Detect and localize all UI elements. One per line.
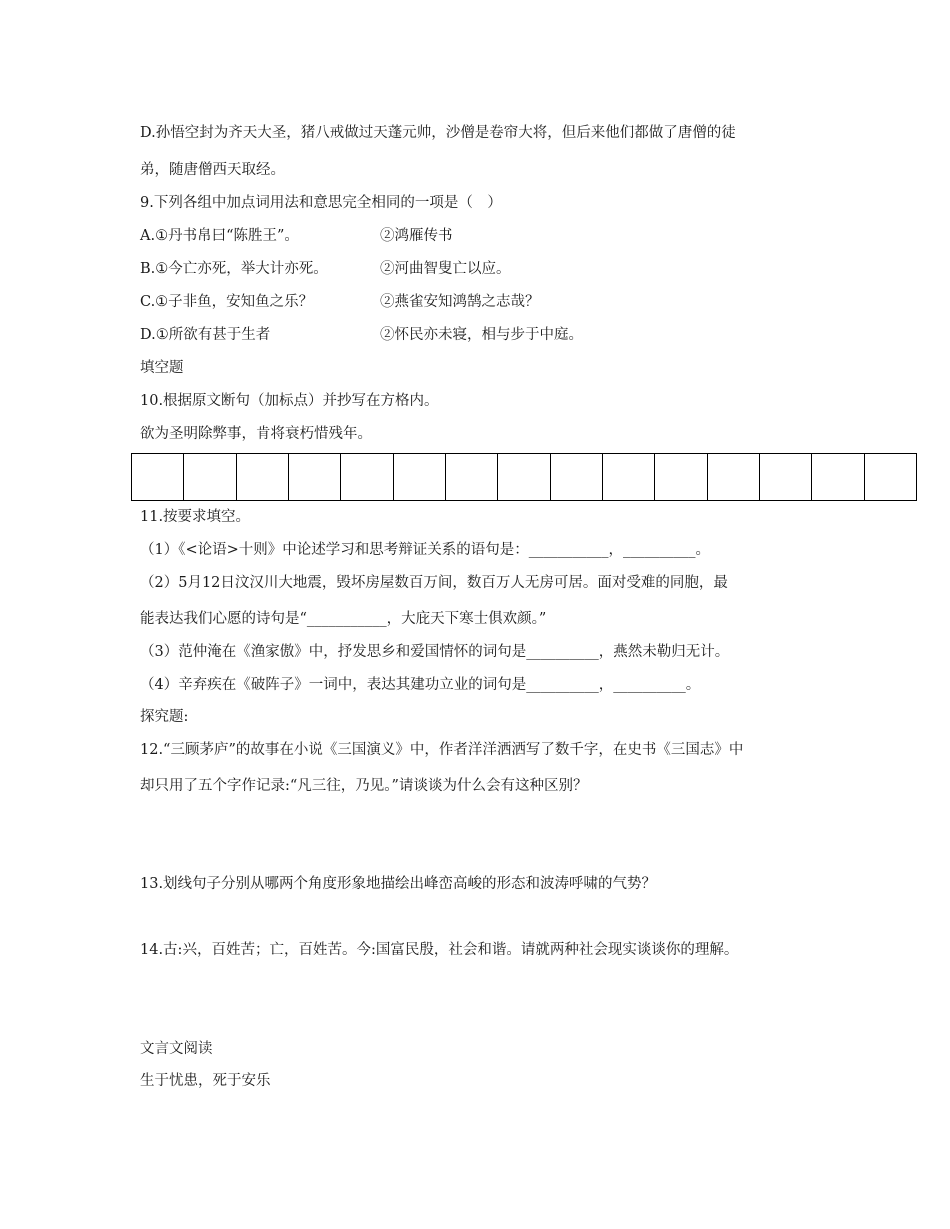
q9-option-b [140,259,511,279]
q11-item-2: （2）5月12日汶汉川大地震，毁坏房屋数百万间，数百万人无房可居。面对受难的同胞，最 [140,575,728,591]
q9-option-a-2: ②鸿雁传书 [380,228,453,244]
q9-stem: 9.下列各组中加点词用法和意思完全相同的一项是（ ） [140,195,502,211]
q9-option-c [140,292,540,312]
q8-option-d-line1: D.孙悟空封为齐天大圣，猪八戒做过天蓬元帅，沙僧是卷帘大将，但后来他们都做了唐僧的徒 [140,125,736,141]
q9-option-d-1: D.①所欲有甚于生者 [140,327,271,343]
q10-text: 欲为圣明除弊事，肯将衰朽惜残年。 [140,426,372,442]
section-explore-heading: 探究题: [140,709,189,725]
q13: 13.划线句子分别从哪两个角度形象地描绘出峰峦高峻的形态和波涛呼啸的气势？ [140,876,657,892]
q9-option-a [140,226,453,246]
q9-option-c-1: C.①子非鱼，安知鱼之乐？ [140,294,314,310]
q12-line1: 12.“三顾茅庐”的故事在小说《三国演义》中，作者洋洋洒洒写了数千字，在史书《三国志》中 [140,742,744,758]
q11-item-1: （1）《<论语>十则》中论述学习和思考辩证关系的语句是：___________，__________。 [140,542,711,558]
grid-cell[interactable] [289,454,341,500]
q10-answer-grid[interactable] [131,453,917,501]
grid-cell[interactable] [132,454,184,500]
grid-cell[interactable] [394,454,446,500]
q11-item-3: （3）范仲淹在《渔家傲》中，抒发思乡和爱国情怀的词句是__________，燕然未勒归无计。 [140,644,730,660]
q9-option-b-1: B.①今亡亦死，举大计亦死。 [140,261,328,277]
q12-line2: 却只用了五个字作记录:“凡三往，乃见。”请谈谈为什么会有这种区别？ [140,778,588,794]
q9-option-a-1: A.①丹书帛曰“陈胜王”。 [140,228,299,244]
grid-cell[interactable] [446,454,498,500]
q11-item-4: （4）辛弃疾在《破阵子》一词中，表达其建功立业的词句是__________，__________。 [140,677,701,693]
q11-stem: 11.按要求填空。 [140,509,251,525]
grid-cell[interactable] [184,454,236,500]
grid-cell[interactable] [237,454,289,500]
q9-option-d-2: ②怀民亦未寝，相与步于中庭。 [380,327,583,343]
grid-cell[interactable] [760,454,812,500]
grid-cell[interactable] [498,454,550,500]
grid-cell[interactable] [812,454,864,500]
q8-option-d-line2: 弟，随唐僧西天取经。 [140,162,285,178]
grid-cell[interactable] [341,454,393,500]
q11-item-2-cont: 能表达我们心愿的诗句是“___________，大庇天下寒士俱欢颜。” [140,611,547,627]
q9-option-d [140,325,583,345]
passage-title: 生于忧患，死于安乐 [140,1073,271,1089]
q9-option-c-2: ②燕雀安知鸿鹄之志哉？ [380,294,540,310]
q14: 14.古:兴，百姓苦；亡，百姓苦。今:国富民殷，社会和谐。请就两种社会现实谈谈你的理解。 [140,942,739,958]
q10-stem: 10.根据原文断句（加标点）并抄写在方格内。 [140,393,439,409]
grid-cell[interactable] [551,454,603,500]
section-fill-heading: 填空题 [140,360,184,376]
grid-cell[interactable] [603,454,655,500]
grid-cell[interactable] [865,454,916,500]
grid-cell[interactable] [708,454,760,500]
section-classical-heading: 文言文阅读 [140,1041,213,1057]
q9-option-b-2: ②河曲智叟亡以应。 [380,261,511,277]
grid-cell[interactable] [655,454,707,500]
